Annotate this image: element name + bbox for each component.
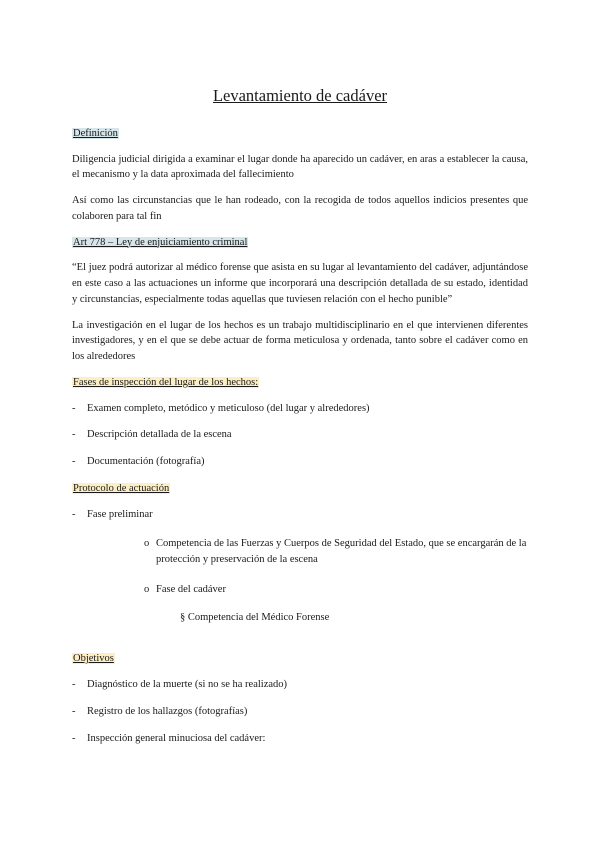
fases-item: - Documentación (fotografía) bbox=[72, 454, 528, 470]
articulo-heading bbox=[72, 235, 528, 251]
protocolo-sub-sub-item bbox=[72, 610, 528, 626]
definicion-heading-text: Definición bbox=[73, 127, 118, 139]
circle-bullet-icon: o bbox=[144, 538, 150, 550]
page-title: Levantamiento de cadáver bbox=[212, 86, 388, 105]
fases-heading bbox=[72, 375, 528, 391]
definicion-heading bbox=[72, 126, 528, 142]
objetivos-heading-text: Objetivos bbox=[73, 653, 114, 665]
protocolo-sub-item bbox=[72, 582, 528, 598]
definicion-paragraph-1: Diligencia judicial dirigida a examinar el lugar donde ha aparecido un cadáver, en aras a establecer la causa, el mecanismo y la data aproximada del fallecimiento bbox=[72, 153, 528, 181]
protocolo-item: - Fase preliminar bbox=[72, 507, 528, 523]
articulo-quote: “El juez podrá autorizar al médico forense que asista en su lugar al levantamiento del cadáver, adjuntándose en este caso a las actuaciones un informe que incorporará una descripción detallada de su estado, identidad y circunstancias, especialmente todas aquellas que tuviesen relación con el hecho punible” bbox=[72, 262, 528, 305]
articulo-paragraph: La investigación en el lugar de los hechos es un trabajo multidisciplinario en el que intervienen diferentes investigadores, y en el que se debe actuar de forma meticulosa y ordenada, tanto sobre el cadáver como en los alrededores bbox=[72, 319, 528, 363]
fases-item: - Descripción detallada de la escena bbox=[72, 427, 528, 443]
fases-item: - Examen completo, metódico y meticuloso (del lugar y alrededores) bbox=[72, 401, 528, 417]
protocolo-sub-item bbox=[72, 536, 528, 568]
objetivos-heading bbox=[72, 651, 528, 667]
articulo-heading-text: Art 778 – Ley de enjuiciamiento criminal bbox=[73, 236, 248, 248]
protocolo-heading-text: Protocolo de actuación bbox=[73, 482, 170, 494]
objetivos-item: - Inspección general minuciosa del cadáver: bbox=[72, 731, 528, 747]
document-page bbox=[72, 86, 528, 757]
protocolo-heading bbox=[72, 481, 528, 497]
protocolo-sub-item-text: Competencia de las Fuerzas y Cuerpos de Seguridad del Estado, que se encargarán de la protección y preservación de la escena bbox=[156, 538, 527, 566]
protocolo-sub-sub-item-text: Competencia del Médico Forense bbox=[187, 611, 330, 623]
objetivos-item: - Diagnóstico de la muerte (si no se ha realizado) bbox=[72, 677, 528, 693]
definicion-paragraph-2: Así como las circunstancias que le han rodeado, con la recogida de todos aquellos indicios presentes que colaboren para tal fin bbox=[72, 195, 528, 222]
objetivos-item: - Registro de los hallazgos (fotografías) bbox=[72, 704, 528, 720]
protocolo-sub-item-text: Fase del cadáver bbox=[156, 583, 226, 595]
section-bullet-icon: § bbox=[180, 611, 186, 623]
fases-heading-text: Fases de inspección del lugar de los hechos: bbox=[73, 376, 259, 388]
circle-bullet-icon: o bbox=[144, 583, 150, 595]
